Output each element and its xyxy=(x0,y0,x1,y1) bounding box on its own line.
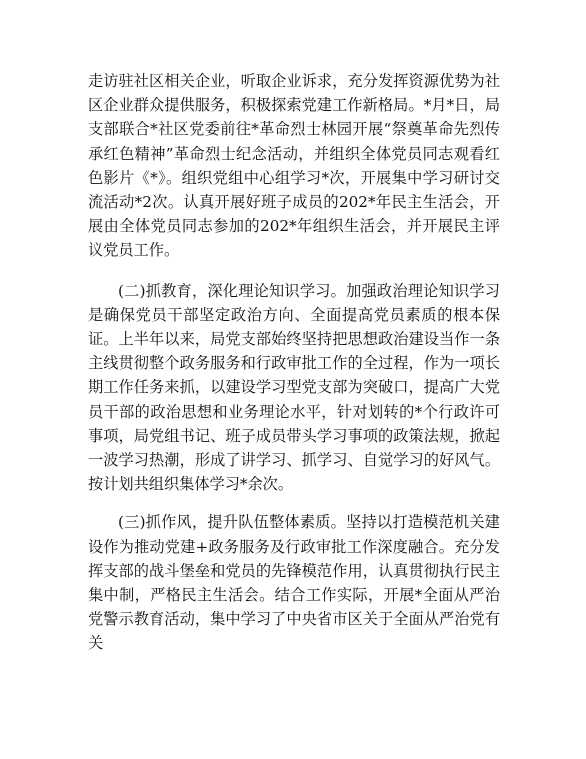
document-page xyxy=(88,69,500,656)
body-paragraph-2: (二)抓教育，深化理论知识学习。加强政治理论知识学习是确保党员干部坚定政治方向、全面提高党员素质的根本保证。上半年以来，局党支部始终坚持把思想政治建设当作一条主线贯彻整个政务服务和行政审批工作的全过程，作为一项长期工作任务来抓，以建设学习型党支部为突破口，提高广大党员干部的政治思想和业务理论水平，针对划转的*个行政许可事项，局党组书记、班子成员带头学习事项的政策法规，掀起一波学习热潮，形成了讲学习、抓学习、自觉学习的好风气。按计划共组织集体学习*余次。 xyxy=(88,281,500,494)
body-paragraph-3: (三)抓作风，提升队伍整体素质。坚持以打造模范机关建设作为推动党建+政务服务及行政审批工作深度融合。充分发挥支部的战斗堡垒和党员的先锋模范作用，认真贯彻执行民主集中制，严格民主生活会。结合工作实际，开展*全面从严治党警示教育活动，集中学习了中央省市区关于全面从严治党有关 xyxy=(88,513,500,653)
body-paragraph-1: 走访驻社区相关企业，听取企业诉求，充分发挥资源优势为社区企业群众提供服务，积极探索党建工作新格局。*月*日，局支部联合*社区党委前往*革命烈士林园开展“祭奠革命先烈传承红色精神”革命烈士纪念活动，并组织全体党员同志观看红色影片《*》。组织党组中心组学习*次，开展集中学习研讨交流活动*2次。认真开展好班子成员的202*年民主生活会，开展由全体党员同志参加的202*年组织生活会，并开展民主评议党员工作。 xyxy=(88,72,500,260)
